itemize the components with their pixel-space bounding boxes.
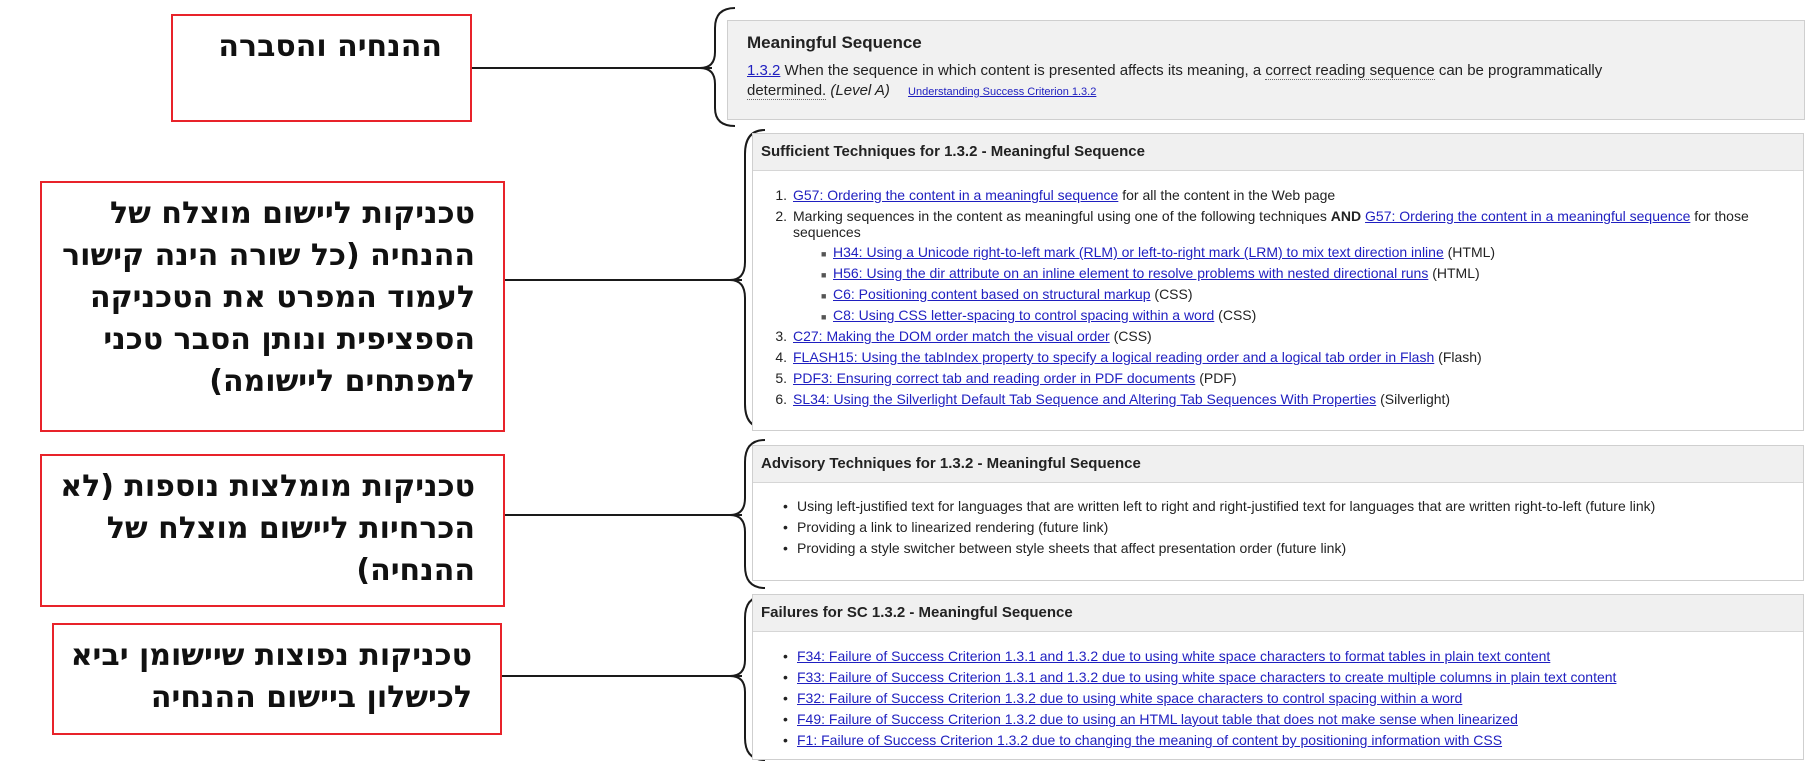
advisory-text: Providing a style switcher between style sheets that affect presentation order (future link) [797,540,1347,556]
technique-link[interactable]: H56: Using the dir attribute on an inline element to resolve problems with nested directional runs [833,265,1429,281]
criterion-text-before: When the sequence in which content is presented affects its meaning, a [780,62,1266,79]
list-item [765,391,1450,407]
callout-text: ההנחיה והסברה [218,29,442,64]
square-bullet-icon: ■ [821,291,827,301]
failure-link[interactable]: F32: Failure of Success Criterion 1.3.2 due to using white space characters to control spacing within a word [797,690,1463,706]
sub-list-item [821,307,1256,323]
bullet-icon: • [783,711,788,727]
bullet-icon: • [783,690,788,706]
criterion-text-line2 [747,81,1096,102]
failure-link[interactable]: F1: Failure of Success Criterion 1.3.2 due to changing the meaning of content by positioning information with CSS [797,732,1503,748]
list-item [783,540,1346,556]
callout-sufficient [40,181,505,432]
list-item [783,669,1616,685]
sub-list-item [821,265,1480,281]
sub-list-item [821,244,1495,260]
failures-panel [752,594,1804,760]
item-suffix: (PDF) [1195,370,1237,386]
item-and: AND [1330,208,1362,224]
callout-text: הספציפית ונותן הסבר טכני [103,322,475,357]
item-number: 2. [775,208,787,224]
item-number: 5. [775,370,787,386]
reading-sequence-link[interactable]: correct reading sequence [1265,62,1435,79]
callout-text: טכניקות ליישום מוצלח של [109,196,475,231]
technique-link[interactable]: C6: Positioning content based on structural markup [833,286,1151,302]
callout-text: טכניקות נפוצות שיישומן יביא [70,638,472,673]
sufficient-panel [752,133,1804,431]
item-continuation: sequences [793,224,861,240]
list-item [765,208,1749,224]
list-item [783,690,1462,706]
callout-failures [52,623,502,735]
item-suffix: (HTML) [1443,244,1496,260]
criterion-level: (Level A) [830,82,890,99]
square-bullet-icon: ■ [821,249,827,259]
list-item [765,328,1152,344]
item-suffix: (CSS) [1150,286,1193,302]
bullet-icon: • [783,648,788,664]
callout-text: ההנחיה) [356,553,475,588]
failure-link[interactable]: F49: Failure of Success Criterion 1.3.2 due to using an HTML layout table that does not make sense when linearized [797,711,1518,727]
callout-text: לכישלון ביישום ההנחיה [150,680,472,715]
criterion-text [747,61,1602,81]
square-bullet-icon: ■ [821,312,827,322]
callout-text: הכרחיות ליישום מוצלח של [106,511,475,546]
callout-criterion [171,14,472,122]
failure-link[interactable]: F33: Failure of Success Criterion 1.3.1 and 1.3.2 due to using white space characters to create multiple columns in plain text content [797,669,1617,685]
callout-text: לעמוד המפרט את הטכניקה [89,280,475,315]
square-bullet-icon: ■ [821,270,827,280]
technique-link[interactable]: H34: Using a Unicode right-to-left mark (RLM) or left-to-right mark (LRM) to mix text direction inline [833,244,1444,260]
item-suffix: for those [1690,208,1749,224]
advisory-text: Providing a link to linearized rendering (future link) [797,519,1109,535]
item-suffix: (Flash) [1434,349,1482,365]
list-item [783,648,1550,664]
list-item [765,187,1335,203]
callout-text: טכניקות מומלצות נוספות (לא [60,469,475,504]
sufficient-heading: Sufficient Techniques for 1.3.2 - Meaningful Sequence [753,134,1803,171]
item-number: 1. [775,187,787,203]
technique-link[interactable]: C8: Using CSS letter-spacing to control spacing within a word [833,307,1215,323]
technique-link[interactable]: G57: Ordering the content in a meaningful sequence [1365,208,1691,224]
item-suffix: (Silverlight) [1376,391,1451,407]
criterion-title: Meaningful Sequence [747,33,922,52]
list-item [783,711,1518,727]
technique-link[interactable]: SL34: Using the Silverlight Default Tab Sequence and Altering Tab Sequences With Properties [793,391,1377,407]
bullet-icon: • [783,498,788,514]
callout-text: למפתחים ליישומה) [209,364,475,399]
bullet-icon: • [783,519,788,535]
item-number: 6. [775,391,787,407]
technique-link[interactable]: FLASH15: Using the tabIndex property to specify a logical reading order and a logical tab order in Flash [793,349,1435,365]
item-text: Marking sequences in the content as meaningful using one of the following techniques [793,208,1331,224]
advisory-panel [752,445,1804,581]
criterion-number-link[interactable]: 1.3.2 [747,62,781,79]
advisory-text: Using left-justified text for languages that are written left to right and right-justified text for languages that are written right-to-left (future link) [797,498,1656,514]
list-item [765,349,1482,365]
list-item [765,370,1237,386]
bullet-icon: • [783,732,788,748]
sub-list-item [821,286,1193,302]
failures-heading: Failures for SC 1.3.2 - Meaningful Sequence [753,595,1803,632]
advisory-heading: Advisory Techniques for 1.3.2 - Meaningful Sequence [753,446,1803,483]
list-item [783,519,1108,535]
bullet-icon: • [783,540,788,556]
item-suffix: for all the content in the Web page [1118,187,1336,203]
technique-link[interactable]: PDF3: Ensuring correct tab and reading order in PDF documents [793,370,1196,386]
criterion-text-middle: can be programmatically [1434,62,1603,79]
item-number: 4. [775,349,787,365]
list-item [783,732,1502,748]
technique-link[interactable]: G57: Ordering the content in a meaningful sequence [793,187,1119,203]
callout-text: ההנחיה (כל שורה הינה קישור [62,238,475,273]
bullet-icon: • [783,669,788,685]
understanding-link[interactable]: Understanding Success Criterion 1.3.2 [908,86,1097,98]
criterion-panel [727,20,1805,120]
list-item [783,498,1655,514]
failure-link[interactable]: F34: Failure of Success Criterion 1.3.1 and 1.3.2 due to using white space characters to format tables in plain text content [797,648,1551,664]
item-suffix: (HTML) [1428,265,1480,281]
item-suffix: (CSS) [1214,307,1257,323]
criterion-text-last: determined. [747,82,827,99]
technique-link[interactable]: C27: Making the DOM order match the visual order [793,328,1110,344]
callout-advisory [40,454,505,607]
item-number: 3. [775,328,787,344]
item-suffix: (CSS) [1109,328,1152,344]
